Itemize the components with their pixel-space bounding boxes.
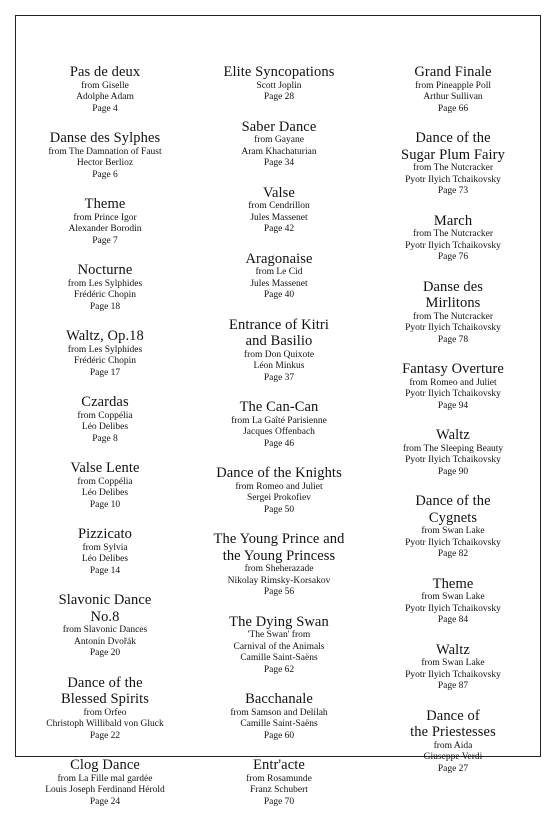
entry-detail-line: Frédéric Chopin [73,290,136,300]
contents-entry [368,213,538,264]
contents-entry [20,675,190,743]
contents-entry [20,394,190,445]
entry-detail-line: from Samson and Delilah [230,707,328,718]
entry-detail-line: Pyotr Ilyich Tchaikovsky [405,603,501,614]
entry-title: Waltz [436,641,470,658]
entry-page-number: Page 28 [263,92,295,102]
entry-title: Theme [432,575,474,592]
entry-detail-line: from Orfeo [83,707,127,718]
entry-title: Aragonaise [245,250,313,267]
contents-column-2 [192,64,366,823]
entry-title: Saber Dance [241,118,317,135]
contents-column-3 [366,64,540,823]
entry-title: Grand Finale [414,64,492,80]
entry-detail-line: Hector Berlioz [76,158,134,168]
entry-detail-line: Pyotr Ilyich Tchaikovsky [405,389,501,399]
entry-detail-line: from Coppélia [77,410,133,421]
contents-entry [194,531,364,599]
entry-title: Danse des Sylphes [49,130,161,146]
contents-entry [368,130,538,198]
contents-entry [368,279,538,347]
entry-page-number: Page 62 [263,664,295,675]
entry-detail-line: from Coppélia [77,476,133,487]
entry-detail-line: Aram Khachaturian [241,146,317,157]
entry-title: Valse [263,184,295,201]
entry-page-number: Page 4 [92,103,118,114]
entry-page-number: Page 90 [437,466,469,477]
entry-page-number: Page 7 [92,235,118,246]
entry-detail-line: Alexander Borodin [68,224,142,234]
entry-detail-line: Pyotr Ilyich Tchaikovsky [405,323,501,333]
entry-title: Fantasy Overture [402,361,504,377]
entry-page-number: Page 18 [89,301,121,312]
entry-page-number: Page 20 [89,648,121,658]
entry-page-number: Page 37 [263,372,295,383]
contents-entry [20,196,190,247]
contents-entry [194,614,364,677]
entry-title: Danse des Mirlitons [422,278,484,311]
entry-title: Waltz, Op.18 [66,328,144,344]
contents-entry [368,64,538,115]
entry-title: Pas de deux [69,64,141,80]
entry-title: Czardas [81,394,129,410]
entry-detail-line: 'The Swan' from [247,630,311,640]
entry-detail-line: Antonín Dvořák [73,636,136,647]
entry-detail-line: Christoph Willibald von Gluck [46,719,164,729]
entry-title: Theme [84,196,126,212]
entry-page-number: Page 27 [437,763,469,774]
contents-entry [194,119,364,170]
entry-page-number: Page 10 [89,499,121,510]
entry-detail-line: Adolphe Adam [76,92,134,102]
entry-title: The Young Prince and the Young Princess [213,531,345,564]
entry-detail-line: Jacques Offenbach [243,427,315,437]
entry-title: Entr'acte [253,757,305,773]
entry-detail-line: from The Nutcracker [412,311,493,322]
entry-detail-line: Jules Massenet [250,212,308,223]
entry-page-number: Page 84 [437,615,469,625]
entry-title: Slavonic Dance No.8 [58,592,152,625]
contents-entry [194,64,364,104]
entry-detail-line: Carnival of the Animals [233,641,325,652]
entry-page-number: Page 24 [89,796,121,807]
entry-detail-line: from The Nutcracker [412,163,493,173]
entry-detail-line: Arthur Sullivan [423,92,483,102]
entry-detail-line: Léo Delibes [81,422,129,432]
entry-page-number: Page 78 [437,334,469,345]
contents-entry [194,185,364,236]
contents-entry [368,427,538,478]
contents-entry [20,526,190,577]
entry-title: Nocturne [77,262,133,278]
contents-entry [368,642,538,693]
entry-detail-line: Pyotr Ilyich Tchaikovsky [405,455,501,465]
entry-title: Dance of the Cygnets [415,493,491,526]
contents-entry [194,399,364,450]
entry-page-number: Page 66 [437,103,469,114]
contents-entry [20,592,190,660]
entry-title: Dance of the Priestesses [410,707,496,740]
entry-detail-line: Léon Minkus [253,361,305,371]
contents-entry [368,493,538,561]
entry-page-number: Page 87 [437,681,469,691]
entry-page-number: Page 46 [263,438,295,449]
entry-title: Valse Lente [70,460,140,476]
contents-entry [20,130,190,181]
contents-entry [20,757,190,808]
contents-column-1 [18,64,192,823]
contents-entry [20,328,190,379]
entry-detail-line: from The Nutcracker [412,229,493,239]
entry-detail-line: from Swan Lake [421,658,485,668]
entry-page-number: Page 50 [263,504,295,515]
entry-detail-line: Giuseppe Verdi [423,752,483,762]
entry-detail-line: Pyotr Ilyich Tchaikovsky [405,537,501,548]
contents-entry [20,460,190,511]
entry-page-number: Page 94 [437,400,469,411]
entry-detail-line: from Aida [433,740,473,751]
entry-detail-line: from Swan Lake [421,526,485,536]
entry-detail-line: Sergei Prokofiev [247,493,311,503]
entry-title: Clog Dance [70,757,140,773]
entry-detail-line: from Prince Igor [73,212,137,223]
entry-page-number: Page 17 [89,367,121,378]
entry-detail-line: from Les Sylphides [67,344,143,355]
entry-detail-line: Camille Saint-Saëns [240,719,318,729]
entry-detail-line: Scott Joplin [256,80,302,91]
entry-page-number: Page 56 [263,587,295,597]
entry-page-number: Page 73 [437,186,469,196]
entry-page-number: Page 22 [89,730,121,741]
entry-detail-line: Frédéric Chopin [73,356,136,366]
entry-page-number: Page 60 [263,730,295,741]
entry-page-number: Page 70 [263,796,295,807]
entry-detail-line: from Rosamunde [246,773,312,784]
contents-entry [194,251,364,302]
contents-entry [194,465,364,516]
contents-entry [194,757,364,808]
entry-detail-line: from La Fille mal gardée [57,773,153,784]
contents-entry [368,708,538,776]
entry-detail-line: from Slavonic Dances [62,625,148,635]
contents-entry [194,691,364,742]
entry-title: Dance of the Knights [216,465,342,481]
entry-title: Bacchanale [245,691,313,707]
entry-title: Dance of the Sugar Plum Fairy [401,130,505,163]
entry-page-number: Page 34 [263,158,295,168]
entry-detail-line: from Giselle [81,80,129,91]
entry-title: Entrance of Kitri and Basilio [229,316,329,349]
entry-title: March [433,212,473,229]
entry-detail-line: from Don Quixote [243,349,315,360]
entry-detail-line: from Gayane [254,135,304,145]
contents-entry [368,576,538,627]
entry-page-number: Page 8 [92,433,118,444]
entry-page-number: Page 14 [89,565,121,576]
entry-detail-line: from Sheherazade [244,564,314,574]
entry-detail-line: from Pineapple Poll [415,80,491,91]
entry-detail-line: Léo Delibes [81,488,129,498]
entry-detail-line: Jules Massenet [250,278,308,289]
entry-detail-line: from Romeo and Juliet [409,377,497,388]
entry-detail-line: from Les Sylphides [67,278,143,289]
entry-detail-line: from Sylvia [82,542,128,553]
contents-columns [18,64,540,823]
contents-entry [194,317,364,385]
entry-detail-line: Pyotr Ilyich Tchaikovsky [405,174,501,185]
entry-detail-line: from Le Cid [255,267,303,277]
entry-title: Waltz [436,427,470,443]
entry-title: Elite Syncopations [223,64,335,80]
entry-detail-line: from La Gaîté Parisienne [231,415,327,426]
entry-detail-line: Camille Saint-Saëns [240,653,318,663]
entry-detail-line: from The Damnation of Faust [48,146,162,157]
entry-page-number: Page 40 [263,290,295,300]
entry-detail-line: Pyotr Ilyich Tchaikovsky [405,240,501,251]
entry-detail-line: from Cendrillon [248,201,310,211]
entry-title: Dance of the Blessed Spirits [60,674,150,707]
entry-title: Pizzicato [77,526,133,542]
entry-title: The Dying Swan [229,613,329,630]
entry-detail-line: Pyotr Ilyich Tchaikovsky [405,669,501,680]
entry-detail-line: from The Sleeping Beauty [402,443,504,454]
contents-entry [20,64,190,115]
entry-page-number: Page 82 [437,549,469,559]
entry-page-number: Page 42 [263,224,295,234]
entry-detail-line: Nikolay Rimsky-Korsakov [227,575,331,586]
entry-title: The Can-Can [239,399,319,415]
contents-entry [20,262,190,313]
contents-entry [368,361,538,412]
entry-detail-line: Léo Delibes [81,554,129,564]
entry-page-number: Page 6 [92,169,118,180]
entry-detail-line: from Romeo and Juliet [235,481,323,492]
entry-detail-line: Franz Schubert [250,785,308,795]
entry-detail-line: Louis Joseph Ferdinand Hérold [45,785,165,795]
entry-page-number: Page 76 [437,252,469,262]
entry-detail-line: from Swan Lake [421,592,485,602]
